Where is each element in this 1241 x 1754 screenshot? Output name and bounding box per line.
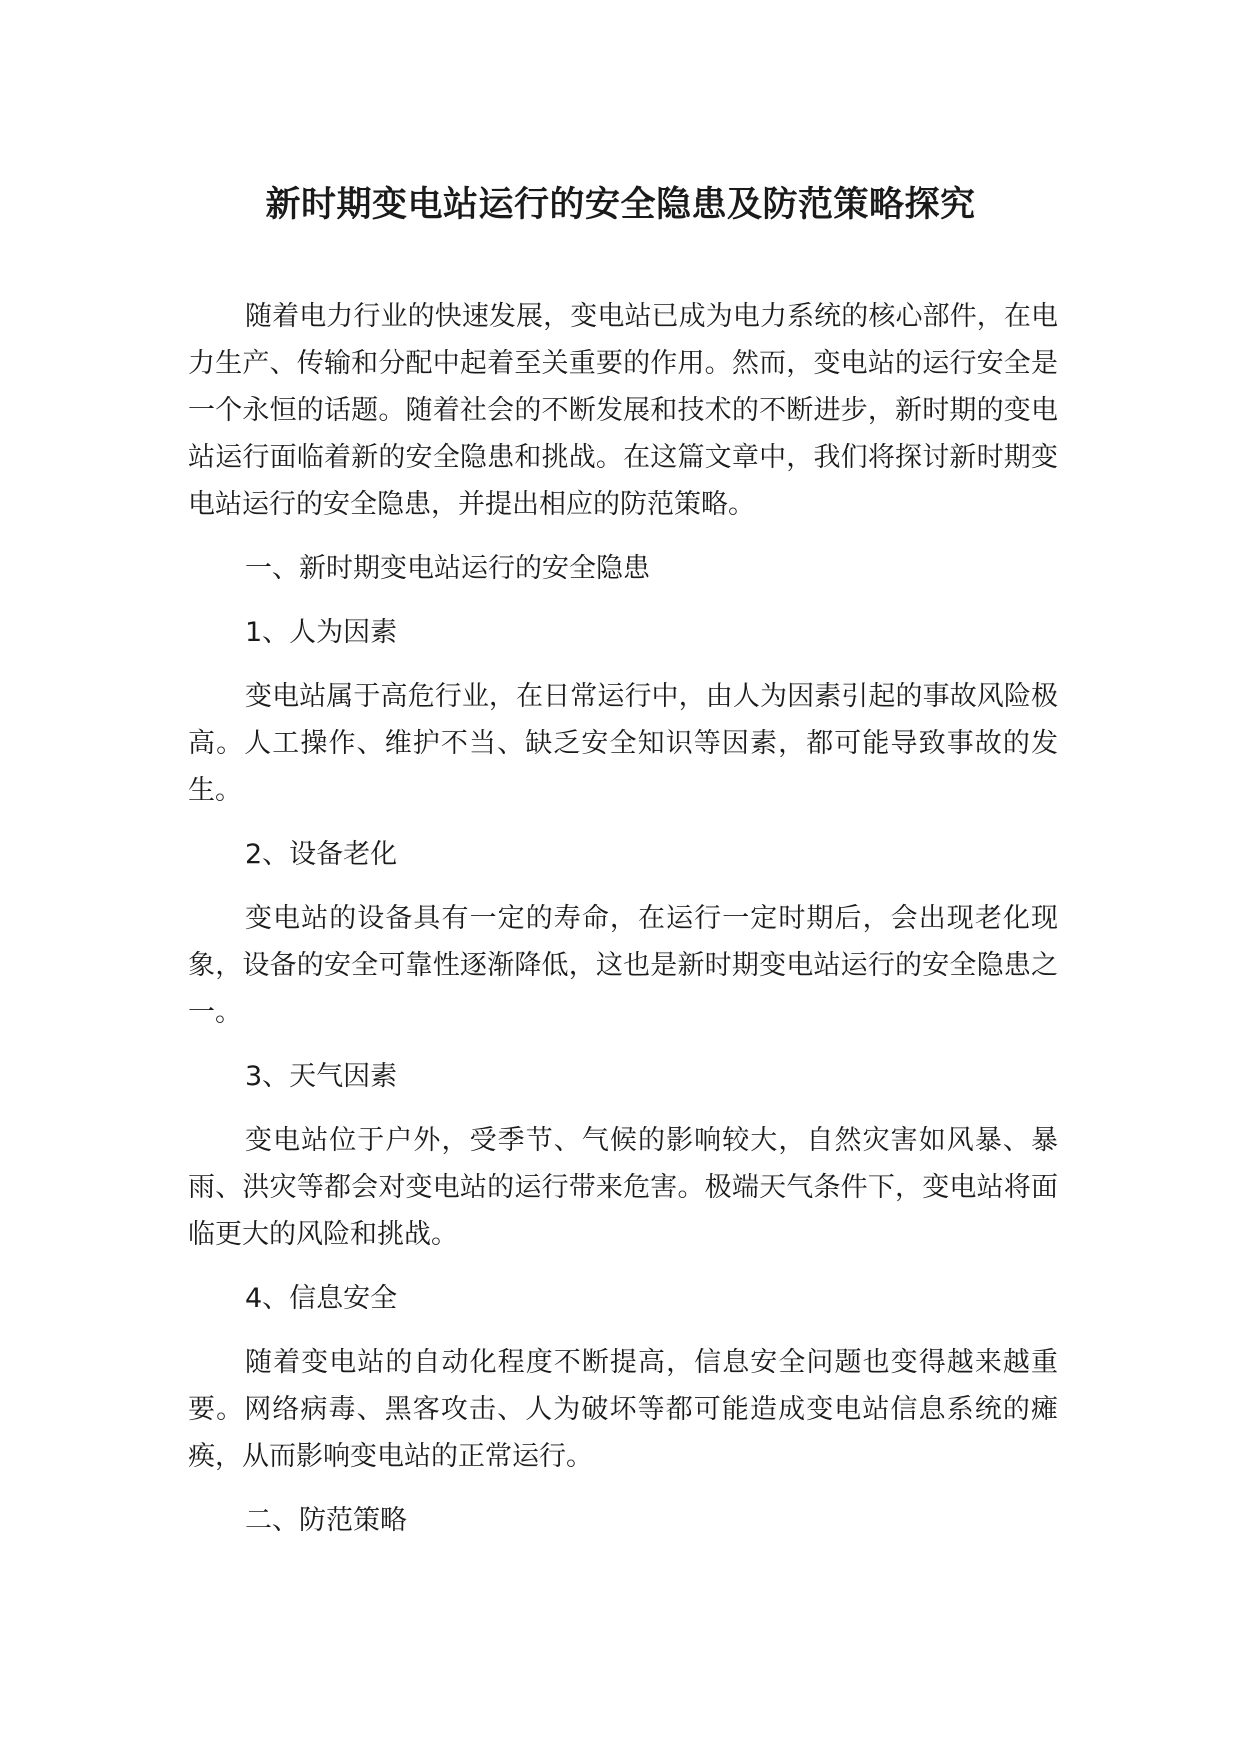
section-heading-hazards: 一、新时期变电站运行的安全隐患 xyxy=(245,553,650,584)
subheading-weather-factors: 3、天气因素 xyxy=(245,1061,398,1092)
document-body xyxy=(188,293,1058,1544)
subheading-information-security: 4、信息安全 xyxy=(245,1283,398,1314)
document-title: 新时期变电站运行的安全隐患及防范策略探究 xyxy=(265,185,976,225)
paragraph-information-security: 随着变电站的自动化程度不断提高，信息安全问题也变得越来越重要。网络病毒、黑客攻击、人为破坏等都可能造成变电站信息系统的瘫痪，从而影响变电站的正常运行。 xyxy=(188,1347,1058,1472)
paragraph-human-factors: 变电站属于高危行业，在日常运行中，由人为因素引起的事故风险极高。人工操作、维护不当、缺乏安全知识等因素，都可能导致事故的发生。 xyxy=(188,681,1058,806)
subheading-equipment-aging: 2、设备老化 xyxy=(245,839,398,870)
subheading-human-factors: 1、人为因素 xyxy=(245,617,398,648)
intro-paragraph: 随着电力行业的快速发展，变电站已成为电力系统的核心部件，在电力生产、传输和分配中起着至关重要的作用。然而，变电站的运行安全是一个永恒的话题。随着社会的不断发展和技术的不断进步，新时期的变电站运行面临着新的安全隐患和挑战。在这篇文章中，我们将探讨新时期变电站运行的安全隐患，并提出相应的防范策略。 xyxy=(188,301,1058,520)
section-heading-strategies: 二、防范策略 xyxy=(245,1505,407,1536)
paragraph-equipment-aging: 变电站的设备具有一定的寿命，在运行一定时期后，会出现老化现象，设备的安全可靠性逐渐降低，这也是新时期变电站运行的安全隐患之一。 xyxy=(188,903,1058,1028)
paragraph-weather-factors: 变电站位于户外，受季节、气候的影响较大，自然灾害如风暴、暴雨、洪灾等都会对变电站的运行带来危害。极端天气条件下，变电站将面临更大的风险和挑战。 xyxy=(188,1125,1058,1250)
